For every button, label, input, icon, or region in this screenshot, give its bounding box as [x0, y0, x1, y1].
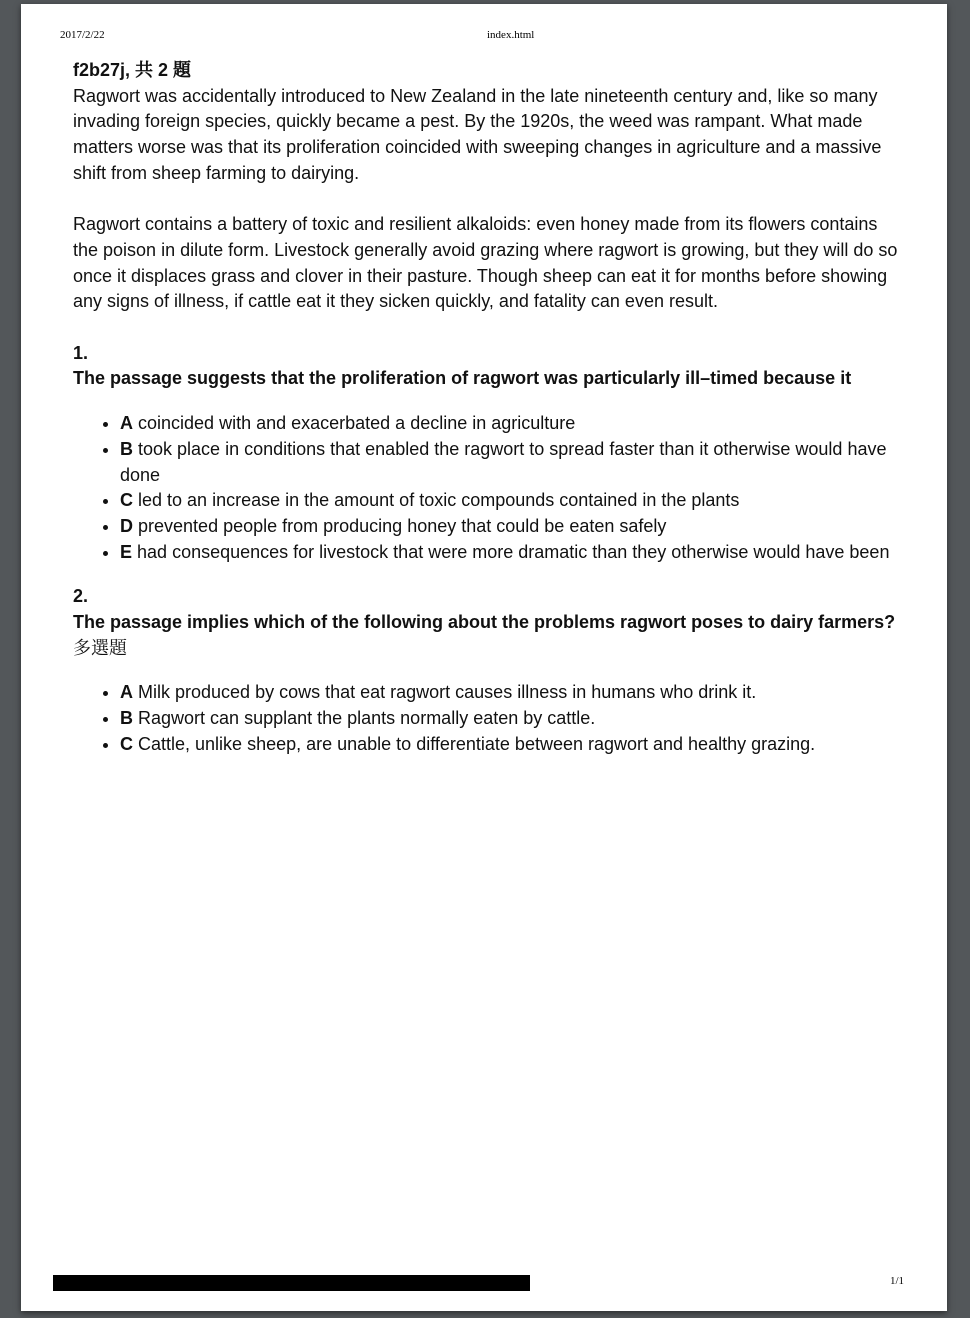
option-letter: A [120, 682, 133, 703]
option-item[interactable] [120, 540, 903, 566]
option-text: had consequences for livestock that were more dramatic than they otherwise would have been [137, 541, 890, 562]
option-letter: B [120, 708, 133, 729]
header-filename: index.html [487, 29, 535, 41]
option-letter: E [120, 541, 133, 562]
redacted-footer-bar [53, 1275, 530, 1291]
option-item[interactable] [120, 488, 903, 514]
option-item[interactable] [120, 411, 903, 437]
document-page [21, 4, 947, 1311]
question-number: 1. [73, 342, 89, 363]
option-letter: A [120, 413, 133, 434]
page-title: f2b27j, 共 2 題 [73, 60, 192, 80]
passage-paragraph: Ragwort contains a battery of toxic and resilient alkaloids: even honey made from its flowers contains the poison in dilute form. Livestock generally avoid grazing where ragwort is growing, but they will do so once it displaces grass and clover in their pasture. Though sheep can eat it for months before showing any signs of illness, if cattle eat it they sicken quickly, and fatality can even result. [73, 214, 898, 312]
content [73, 58, 903, 777]
option-text: Cattle, unlike sheep, are unable to differentiate between ragwort and healthy grazing. [138, 733, 816, 754]
option-text: took place in conditions that enabled the ragwort to spread faster than it otherwise would have done [120, 438, 887, 485]
option-text: Ragwort can supplant the plants normally eaten by cattle. [138, 708, 596, 729]
passage-paragraph: Ragwort was accidentally introduced to New Zealand in the late nineteenth century and, like so many invading foreign species, quickly became a pest. By the 1920s, the weed was rampant. What made matters worse was that its proliferation coincided with sweeping changes in agriculture and a massive shift from sheep farming to dairying. [73, 85, 882, 183]
question-text: The passage suggests that the proliferation of ragwort was particularly ill–timed because it [73, 368, 852, 389]
option-letter: B [120, 438, 133, 459]
option-text: Milk produced by cows that eat ragwort causes illness in humans who drink it. [138, 682, 757, 703]
option-item[interactable] [120, 706, 903, 732]
option-letter: C [120, 490, 133, 511]
question-note: 多選題 [73, 637, 127, 658]
option-item[interactable] [120, 732, 903, 758]
question-number: 2. [73, 586, 89, 607]
option-text: coincided with and exacerbated a decline in agriculture [138, 413, 576, 434]
options-list [73, 411, 903, 565]
options-list [73, 680, 903, 757]
question-text: The passage implies which of the following about the problems ragwort poses to dairy farmers? [73, 612, 896, 633]
option-item[interactable] [120, 514, 903, 540]
header-date: 2017/2/22 [60, 29, 105, 41]
option-letter: D [120, 515, 133, 536]
option-item[interactable] [120, 680, 903, 706]
page-number: 1/1 [890, 1275, 905, 1287]
option-text: led to an increase in the amount of toxic compounds contained in the plants [138, 490, 740, 511]
option-item[interactable] [120, 437, 903, 488]
option-letter: C [120, 733, 133, 754]
option-text: prevented people from producing honey that could be eaten safely [138, 515, 667, 536]
